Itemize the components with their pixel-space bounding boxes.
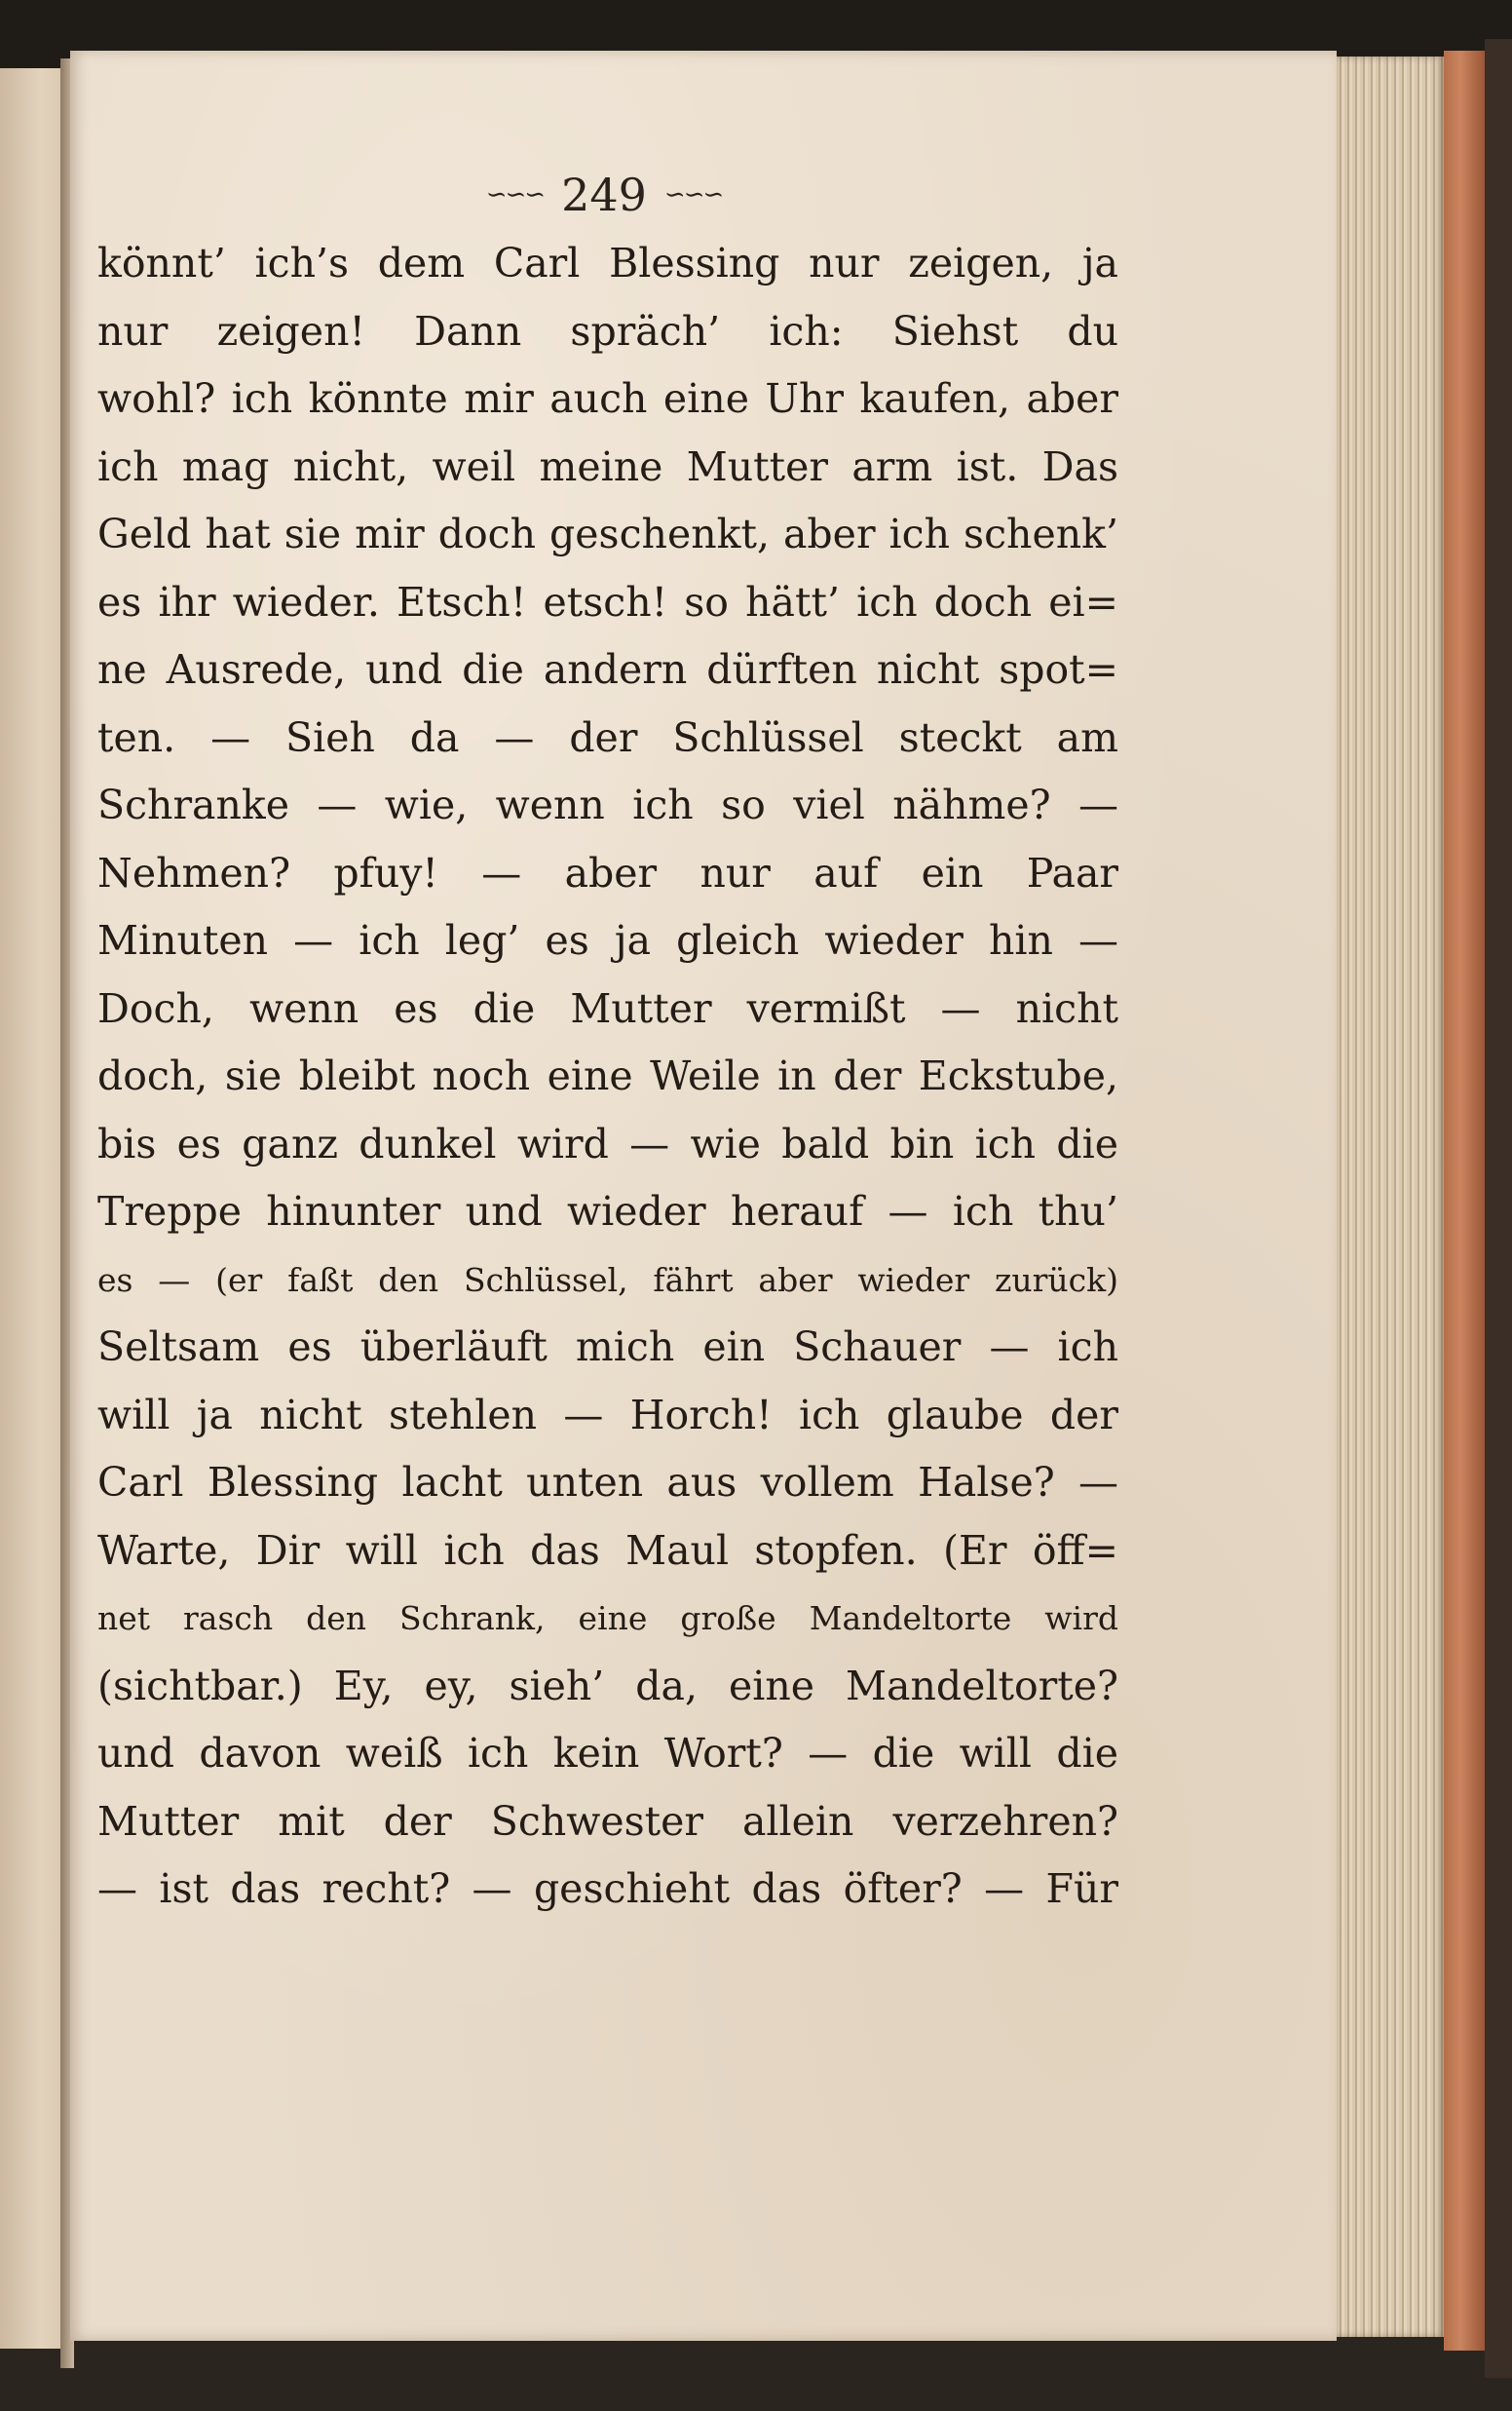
text-line: Seltsam es überläuft mich ein Schauer — ich [97,1323,1118,1370]
text-line: und davon weiß ich kein Wort? — die will die [97,1730,1118,1777]
text-line: es ihr wieder. Etsch! etsch! so hätt’ ich doch ei= [97,578,1118,626]
text-line: will ja nicht stehlen — Horch! ich glaube der [97,1391,1118,1438]
text-line: doch, sie bleibt noch eine Weile in der Eckstube, [97,1052,1118,1099]
text-line: bis es ganz dunkel wird — wie bald bin ich die [97,1120,1118,1167]
book-cover-back [1485,39,1512,2378]
text-line: Treppe hinunter und wieder herauf — ich thu’ [97,1188,1118,1235]
header-ornament-right-icon: ∽∽∽ [663,180,723,210]
text-line: Minuten — ich leg’ es ja gleich wieder hin — [97,917,1118,964]
text-line: könnt’ ich’s dem Carl Blessing nur zeigen, ja [97,240,1118,287]
text-line: Mutter mit der Schwester allein verzehren? [97,1797,1118,1845]
page-header [429,166,779,224]
text-line: Doch, wenn es die Mutter vermißt — nicht [97,984,1118,1032]
text-line: (sichtbar.) Ey, ey, sieh’ da, eine Mandeltorte? [97,1662,1118,1709]
text-line: ne Ausrede, und die andern dürften nicht spot= [97,646,1118,693]
body-text [97,230,1118,1924]
text-line: ten. — Sieh da — der Schlüssel steckt am [97,713,1118,761]
stage-direction-line: net rasch den Schrank, eine große Mandeltorte wird [97,1599,1118,1637]
stage-direction-line: es — (er faßt den Schlüssel, fährt aber wieder zurück) [97,1260,1118,1299]
text-line: — ist das recht? — geschieht das öfter? — Für [97,1865,1118,1912]
page-number: 249 [561,169,647,221]
book-cover-edge [1444,51,1485,2351]
text-line: Nehmen? pfuy! — aber nur auf ein Paar [97,849,1118,897]
text-line: Schranke — wie, wenn ich so viel nähme? — [97,782,1118,828]
header-ornament-left-icon: ∽∽∽ [485,180,545,210]
text-line: ich mag nicht, weil meine Mutter arm ist. Das [97,442,1118,490]
page-stack-edges [1337,57,1444,2337]
text-line: nur zeigen! Dann spräch’ ich: Siehst du [97,307,1118,355]
text-line: wohl? ich könnte mir auch eine Uhr kaufen, aber [97,375,1118,422]
text-line: Geld hat sie mir doch geschenkt, aber ich schenk’ [97,511,1118,557]
text-line: Carl Blessing lacht unten aus vollem Halse? — [97,1459,1118,1506]
text-line: Warte, Dir will ich das Maul stopfen. (Er öff= [97,1526,1118,1574]
left-page-edge [0,68,68,2349]
